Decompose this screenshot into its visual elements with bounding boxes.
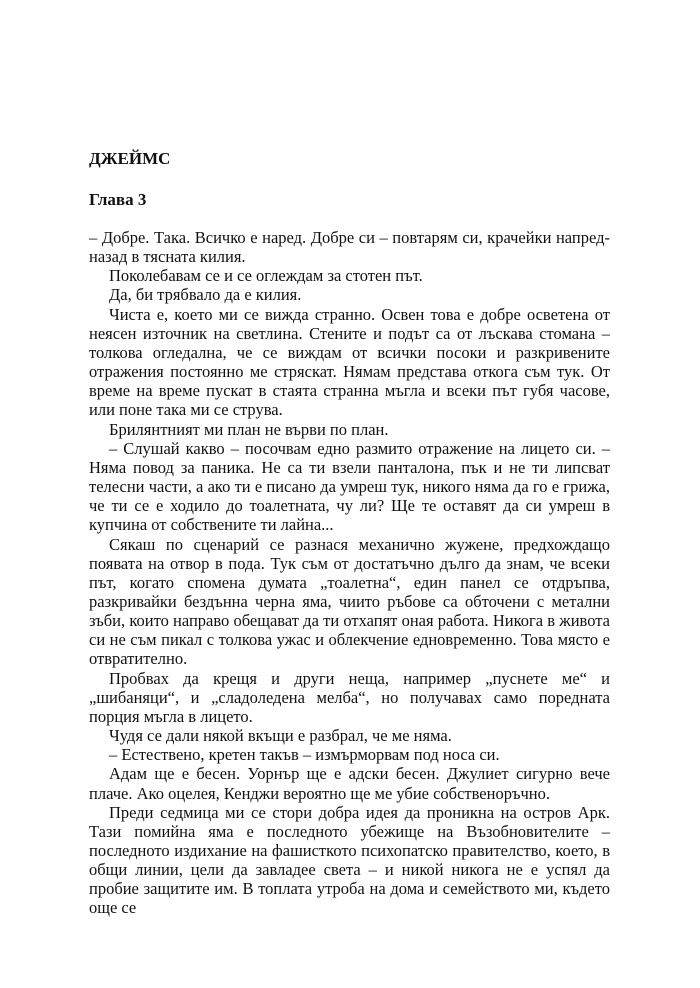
paragraph: Да, би трябвало да е килия. <box>109 285 302 305</box>
paragraph: Адам ще е бесен. Уорнър ще е адски бесен. Джулиет сигурно вече плаче. Ако оцелея, Кенджи вероятно ще ме убие собственоръчно. <box>89 764 610 803</box>
paragraph: – Добре. Така. Всичко е наред. Добре си – повтарям си, крачейки напред-назад в тясната килия. <box>89 228 610 267</box>
paragraph: Чиста е, което ми се вижда странно. Освен това е добре осветена от неясен източник на светлина. Стените и подът са от лъскава стомана – толкова огледална, че се виждам от всички посоки и разкривените отражения постоянно ме стряскат. Нямам представа откога съм тук. От време на време пускат в стаята странна мъгла и всеки път губя часове, или поне така ми се струва. <box>89 304 610 420</box>
paragraph: – Естествено, кретен такъв – измърморвам под носа си. <box>109 745 500 765</box>
chapter-number: Глава 3 <box>89 190 147 209</box>
chapter-heading: ДЖЕЙМС <box>89 149 171 168</box>
paragraph: Брилянтният ми план не върви по план. <box>109 419 389 439</box>
chapter-body <box>89 228 610 918</box>
paragraph: Чудя се дали някой вкъщи е разбрал, че ме няма. <box>109 726 452 746</box>
paragraph: – Слушай какво – посочвам едно размито отражение на лицето си. – Няма повод за паника. Не са ти взели панталона, пък и не ти липсват телесни части, а ако ти е писано да умреш тук, никого няма да го е грижа, че ти се е ходило до тоалетната, чу ли? Ще те оставят да си умреш в купчина от собствените ти лайна... <box>89 438 610 535</box>
paragraph: Преди седмица ми се стори добра идея да проникна на остров Арк. Тази помийна яма е последното убежище на Възобновителите – последното издихание на фашисткото психопатско правителство, което, в общи линии, цели да завладее света – и никой никога не е успял да пробие защитите им. В топлата утроба на дома и семейството ми, където още се <box>89 802 610 918</box>
paragraph: Пробвах да крещя и други неща, например „пуснете ме“ и „шибаняци“, и „сладоледена мелба“, но получавах само поредната порция мъгла в лицето. <box>89 668 610 726</box>
paragraph: Поколебавам се и се оглеждам за стотен път. <box>109 266 423 286</box>
paragraph: Сякаш по сценарий се разнася механично жужене, предхождащо появата на отвор в пода. Тук съм от достатъчно дълго да знам, че всеки път, когато спомена думата „тоалетна“, един панел се отдръпва, разкривайки бездънна черна яма, чиито ръбове са обточени с метални зъби, които направо обещават да ти отхапят оная работа. Никога в живота си не съм пикал с толкова ужас и облекчение едновременно. Това място е отвратително. <box>89 534 610 669</box>
